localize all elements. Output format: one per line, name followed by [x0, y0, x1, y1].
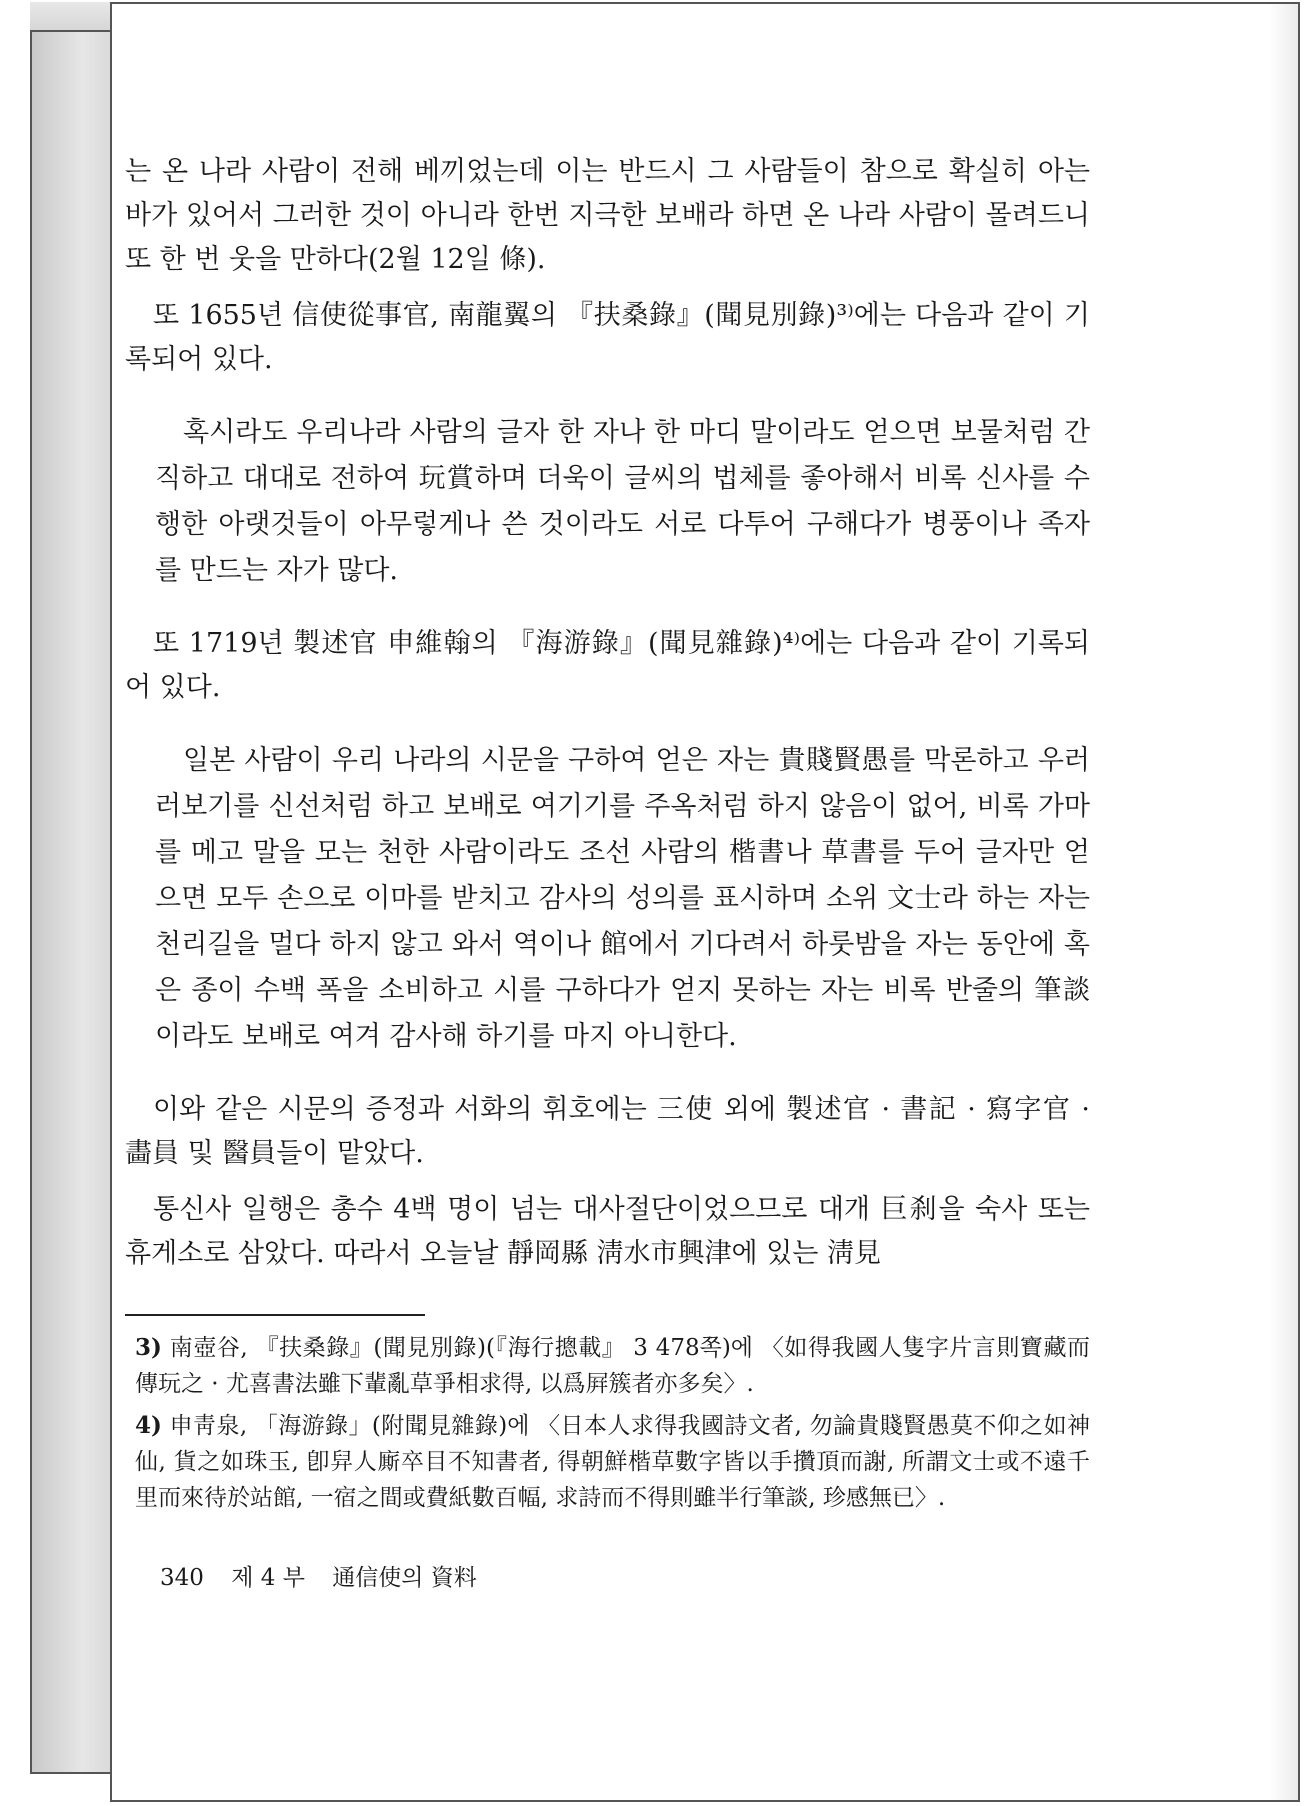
book-spine	[30, 30, 118, 1774]
page-footer	[125, 1556, 1090, 1600]
block-quote: 일본 사람이 우리 나라의 시문을 구하여 얻은 자는 貴賤賢愚를 막론하고 우러러보기를 신선처럼 하고 보배로 여기기를 주옥처럼 하지 않음이 없어, 비록 가마를 메고 말을 모는 천한 사람이라도 조선 사람의 楷書나 草書를 두어 글자만 얻으면 모두 손으로 이마를 받치고 감사의 성의를 표시하며 소위 文士라 하는 자는 천리길을 멀다 하지 않고 와서 역이나 館에서 기다려서 하룻밤을 자는 동안에 혹은 종이 수백 폭을 소비하고 시를 구하다가 얻지 못하는 자는 비록 반줄의 筆談이라도 보배로 여겨 감사해 하기를 마지 아니한다.	[155, 745, 1090, 1052]
body-paragraph: 또 1719년 製述官 申維翰의 『海游錄』(聞見雜錄)⁴⁾에는 다음과 같이 기록되어 있다.	[125, 628, 1090, 703]
page-content	[125, 150, 1090, 1600]
footnote-number: 3)	[135, 1334, 162, 1361]
body-paragraph: 또 1655년 信使從事官, 南龍翼의 『扶桑錄』(聞見別錄)³⁾에는 다음과 같이 기록되어 있다.	[125, 300, 1090, 375]
page-shadow	[1268, 4, 1298, 1800]
footnote-text: 申靑泉, 「海游錄」(附聞見雜錄)에 〈日本人求得我國詩文者, 勿論貴賤賢愚莫不仰之如神仙, 貨之如珠玉, 卽舁人廝卒目不知書者, 得朝鮮楷草數字皆以手攢頂而謝, 所謂文士或不遠千里而來待於站館, 一宿之間或費紙數百幅, 求詩而不得則雖半行筆談, 珍感無已〉.	[135, 1413, 1090, 1511]
footnote-number: 4)	[135, 1412, 162, 1439]
section-label: 通信使의 資料	[332, 1565, 477, 1591]
footnote	[125, 1330, 1090, 1402]
footnote-text: 南壺谷, 『扶桑錄』(聞見別錄)(『海行摠載』 3 478쪽)에 〈如得我國人隻字片言則寶藏而傳玩之 · 尤喜書法雖下輩亂草爭相求得, 以爲屛簇者亦多矣〉.	[135, 1335, 1091, 1397]
part-label: 제 4 부	[231, 1565, 305, 1591]
body-paragraph: 통신사 일행은 총수 4백 명이 넘는 대사절단이었으므로 대개 巨刹을 숙사 또는 휴게소로 삼았다. 따라서 오늘날 靜岡縣 淸水市興津에 있는 淸見	[125, 1194, 1090, 1269]
block-quote: 혹시라도 우리나라 사람의 글자 한 자나 한 마디 말이라도 얻으면 보물처럼 간직하고 대대로 전하여 玩賞하며 더욱이 글씨의 법체를 좋아해서 비록 신사를 수행한 아랫것들이 아무렇게나 쓴 것이라도 서로 다투어 구해다가 병풍이나 족자를 만드는 자가 많다.	[155, 417, 1090, 586]
body-paragraph: 는 온 나라 사람이 전해 베끼었는데 이는 반드시 그 사람들이 참으로 확실히 아는 바가 있어서 그러한 것이 아니라 한번 지극한 보배라 하면 온 나라 사람이 몰려드니 또 한 번 웃을 만하다(2월 12일 條).	[125, 156, 1090, 275]
page-number: 340	[160, 1565, 204, 1591]
footnote	[125, 1408, 1090, 1516]
body-paragraph: 이와 같은 시문의 증정과 서화의 휘호에는 三使 외에 製述官 · 書記 · 寫字官 · 畵員 및 醫員들이 맡았다.	[125, 1094, 1090, 1169]
footnote-rule	[125, 1314, 425, 1316]
